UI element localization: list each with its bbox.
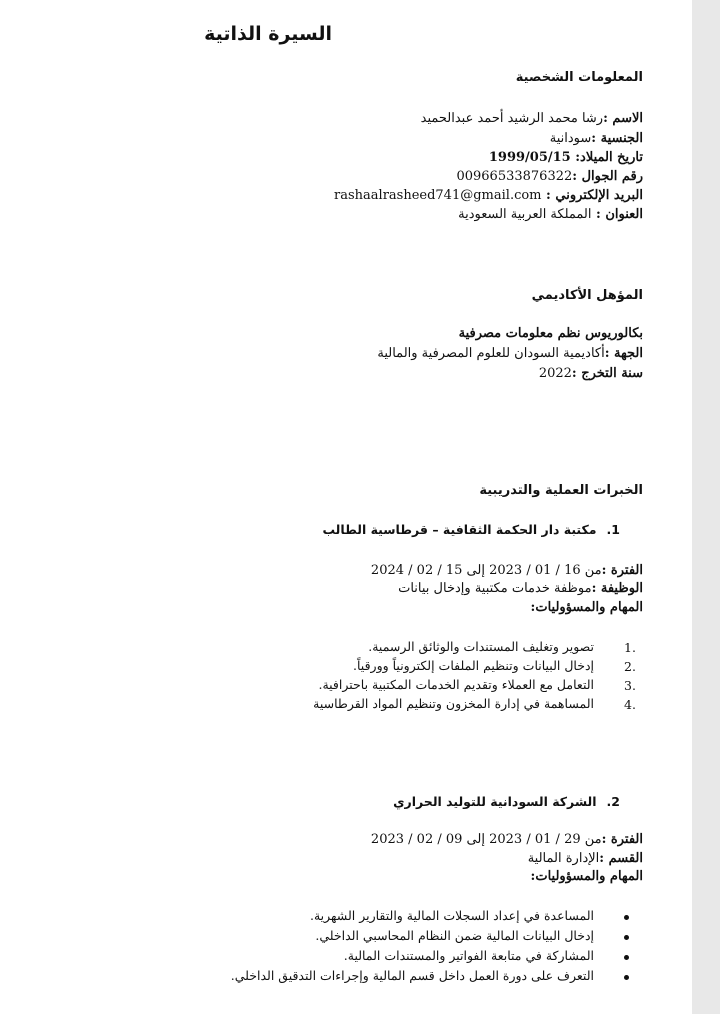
- job-title-text-1: مكتبة دار الحكمة الثقافية – قرطاسية الطالب: [322, 522, 597, 537]
- job-title-1: [322, 524, 620, 537]
- institution-label: الجهة :: [604, 346, 643, 361]
- nationality-label: الجنسية :: [591, 131, 643, 146]
- phone-value: 00966533876322: [456, 169, 573, 184]
- phone-label: رقم الجوال :: [572, 169, 643, 184]
- dob-label: تاريخ الميلاد:: [570, 150, 643, 165]
- task-1-3: التعامل مع العملاء وتقديم الخدمات المكتبية باحترافية.: [318, 677, 594, 692]
- page-title: السيرة الذاتية: [204, 23, 332, 45]
- job-title-text-2: الشركة السودانية للتوليد الحراري: [393, 794, 597, 809]
- graduation-value: 2022: [538, 366, 572, 381]
- job-period-1: [371, 564, 643, 577]
- task-2-4: التعرف على دورة العمل داخل قسم المالية وإجراءات التدقيق الداخلي.: [230, 968, 594, 983]
- email-value[interactable]: rashaalrasheed741@gmail.com: [334, 188, 542, 203]
- job-tasks-label-1: المهام والمسؤوليات:: [530, 600, 643, 615]
- email-line: [334, 189, 643, 202]
- task-2-2: إدخال البيانات المالية ضمن النظام المحاسبي الداخلي.: [315, 928, 594, 943]
- task-1-4: المساهمة في إدارة المخزون وتنظيم المواد القرطاسية: [313, 696, 594, 711]
- task-marker-1-3: 3.: [624, 678, 636, 693]
- job-title-2: [393, 796, 620, 809]
- dob-value: 1999/05/15: [488, 150, 571, 165]
- graduation-label: سنة التخرج :: [571, 366, 643, 381]
- task-marker-1-1: 1.: [624, 640, 636, 655]
- job-role-1: [398, 582, 643, 595]
- job-tasks-label-2: المهام والمسؤوليات:: [530, 869, 643, 884]
- task-1-1: تصوير وتغليف المستندات والوثائق الرسمية.: [368, 639, 594, 654]
- email-label: البريد الإلكتروني :: [541, 188, 643, 203]
- task-marker-1-4: 4.: [624, 697, 636, 712]
- phone-line: [456, 170, 643, 183]
- name-label: الاسم :: [603, 111, 643, 126]
- task-2-3: المشاركة في متابعة الفواتير والمستندات المالية.: [343, 948, 594, 963]
- experience-heading: الخبرات العملية والتدريبية: [479, 483, 643, 498]
- bullet-2-2: [624, 935, 629, 940]
- job-role-label-1: الوظيفة :: [591, 581, 643, 596]
- task-2-1: المساعدة في إعداد السجلات المالية والتقارير الشهرية.: [309, 908, 594, 923]
- job-dept-label-2: القسم :: [599, 851, 643, 866]
- graduation-line: [539, 367, 643, 380]
- personal-info-heading: المعلومات الشخصية: [515, 70, 643, 85]
- job-period-value-2: من 29 / 01 / 2023 إلى 09 / 02 / 2023: [370, 832, 602, 847]
- institution-value: أكاديمية السودان للعلوم المصرفية والمالية: [377, 346, 605, 361]
- name-value: رشا محمد الرشيد أحمد عبدالحميد: [420, 111, 604, 126]
- bullet-2-1: [624, 915, 629, 920]
- education-heading: المؤهل الأكاديمي: [531, 288, 643, 303]
- job-period-value-1: من 16 / 01 / 2023 إلى 15 / 02 / 2024: [370, 563, 602, 578]
- name-line: [421, 112, 643, 125]
- degree-line: بكالوريوس نظم معلومات مصرفية: [458, 326, 643, 341]
- bullet-2-4: [624, 975, 629, 980]
- address-line: [458, 208, 643, 221]
- job-period-label-1: الفترة :: [601, 563, 643, 578]
- job-period-2: [371, 833, 643, 846]
- job-role-value-1: موظفة خدمات مكتبية وإدخال بيانات: [398, 581, 592, 596]
- institution-line: [377, 347, 643, 360]
- bullet-2-3: [624, 955, 629, 960]
- address-value: المملكة العربية السعودية: [458, 207, 592, 222]
- task-1-2: إدخال البيانات وتنظيم الملفات إلكترونياً وورقياً.: [353, 658, 594, 673]
- nationality-value: سودانية: [549, 131, 592, 146]
- page-margin: [692, 0, 720, 1014]
- job-dept-value-2: الإدارة المالية: [527, 851, 600, 866]
- task-marker-1-2: 2.: [624, 659, 636, 674]
- job-number-1: 1.: [606, 522, 620, 537]
- dob-line: [489, 151, 643, 164]
- nationality-line: [550, 132, 643, 145]
- job-dept-2: [528, 852, 643, 865]
- address-label: العنوان :: [591, 207, 643, 222]
- job-period-label-2: الفترة :: [601, 832, 643, 847]
- job-number-2: 2.: [606, 794, 620, 809]
